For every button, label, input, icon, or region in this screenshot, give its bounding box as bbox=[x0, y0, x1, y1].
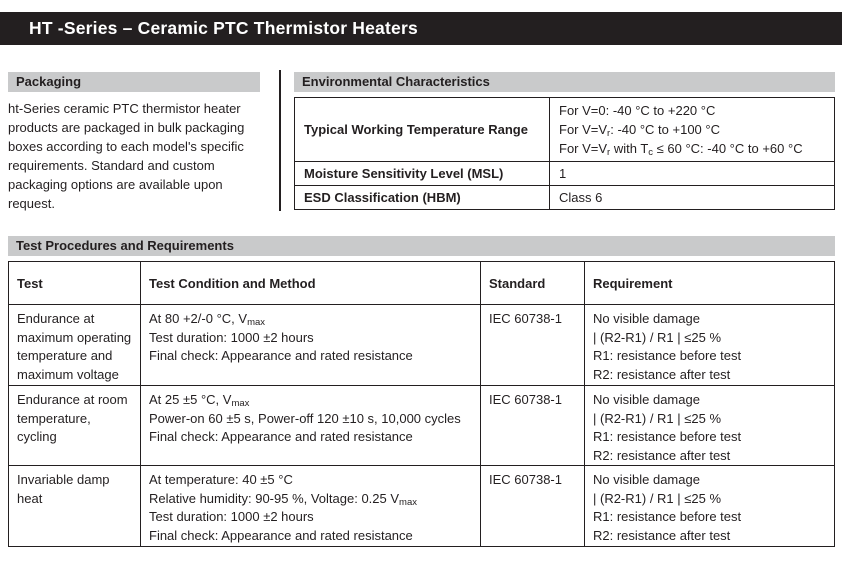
text-line: R1: resistance before test bbox=[593, 509, 742, 524]
text-line: Test duration: 1000 ±2 hours bbox=[149, 509, 314, 524]
test-standard-cell bbox=[481, 386, 585, 466]
test-table-column-header: Test bbox=[9, 262, 141, 305]
text-line: IEC 60738-1 bbox=[489, 311, 562, 326]
text-line: Endurance at maximum operating temperature and maximum voltage bbox=[17, 311, 132, 382]
test-table-header-row bbox=[9, 262, 835, 305]
text-line: Final check: Appearance and rated resistance bbox=[149, 348, 413, 363]
text-line: Class 6 bbox=[559, 190, 603, 205]
env-row bbox=[295, 162, 835, 186]
text-line: 1 bbox=[559, 166, 567, 181]
env-row-value bbox=[550, 186, 835, 210]
column-gap bbox=[260, 72, 279, 213]
text-line: For V=0: -40 °C to +220 °C bbox=[559, 103, 716, 118]
text-line: R2: resistance after test bbox=[593, 447, 731, 463]
text-line: R1: resistance before test bbox=[593, 348, 742, 363]
text-line: | (R2-R1) / R1 | ≤25 % bbox=[593, 410, 722, 426]
test-condition-cell bbox=[141, 386, 481, 466]
text-line: Test duration: 1000 ±2 hours bbox=[149, 329, 314, 345]
text-line: Invariable damp heat bbox=[17, 472, 110, 506]
text-line: Final check: Appearance and rated resistance bbox=[149, 429, 413, 444]
env-row-label: Typical Working Temperature Range bbox=[295, 98, 550, 162]
text-line: At 80 +2/-0 °C, $V_{max}$ bbox=[149, 311, 266, 328]
text-line: At temperature: 40 ±5 °C bbox=[149, 472, 293, 487]
test-standard-cell bbox=[481, 305, 585, 386]
env-row-value bbox=[550, 162, 835, 186]
column-gap bbox=[281, 72, 294, 213]
env-row bbox=[295, 186, 835, 210]
page-title-bar bbox=[0, 12, 842, 45]
text-line: R2: resistance after test bbox=[593, 527, 731, 543]
text-line: Endurance at room temperature, cycling bbox=[17, 392, 128, 444]
upper-two-column-area bbox=[8, 72, 835, 213]
test-name-cell bbox=[9, 305, 141, 386]
text-line: IEC 60738-1 bbox=[489, 392, 562, 407]
env-row-label: ESD Classification (HBM) bbox=[295, 186, 550, 210]
text-line: | (R2-R1) / R1 | ≤25 % bbox=[593, 490, 722, 506]
env-row-label: Moisture Sensitivity Level (MSL) bbox=[295, 162, 550, 186]
test-standard-cell bbox=[481, 466, 585, 547]
page-content bbox=[8, 72, 835, 547]
text-line: R1: resistance before test bbox=[593, 429, 742, 444]
environmental-heading: Environmental Characteristics bbox=[294, 72, 835, 92]
text-line: At 25 ±5 °C, $V_{max}$ bbox=[149, 392, 250, 409]
test-row bbox=[9, 466, 835, 547]
test-row bbox=[9, 386, 835, 466]
text-line: | (R2-R1) / R1 | ≤25 % bbox=[593, 329, 722, 345]
text-line: No visible damage bbox=[593, 311, 700, 326]
text-line: IEC 60738-1 bbox=[489, 472, 562, 487]
test-row bbox=[9, 305, 835, 386]
text-line: For $V=V_r$ with $T_c \le 60$ °C: -40 °C to +60 °C bbox=[559, 141, 803, 158]
environmental-section bbox=[294, 72, 835, 213]
test-table-column-header: Requirement bbox=[585, 262, 835, 305]
page-title: HT -Series – Ceramic PTC Thermistor Heaters bbox=[29, 18, 418, 38]
text-line: No visible damage bbox=[593, 472, 700, 487]
test-requirement-cell bbox=[585, 305, 835, 386]
packaging-section bbox=[8, 72, 260, 213]
text-line: For $V=V_r$: -40 °C to +100 °C bbox=[559, 122, 720, 139]
test-procedures-heading: Test Procedures and Requirements bbox=[8, 236, 835, 256]
test-table-column-header: Standard bbox=[481, 262, 585, 305]
text-line: Relative humidity: 90-95 %, Voltage: 0.25 $V_{max}$ bbox=[149, 490, 417, 508]
text-line: Power-on 60 ±5 s, Power-off 120 ±10 s, 10,000 cycles bbox=[149, 410, 461, 426]
environmental-table bbox=[294, 97, 835, 210]
packaging-heading: Packaging bbox=[8, 72, 260, 92]
test-requirement-cell bbox=[585, 466, 835, 547]
test-name-cell bbox=[9, 386, 141, 466]
test-condition-cell bbox=[141, 305, 481, 386]
text-line: R2: resistance after test bbox=[593, 366, 731, 382]
test-condition-cell bbox=[141, 466, 481, 547]
env-row-value bbox=[550, 98, 835, 162]
env-row bbox=[295, 98, 835, 162]
test-table-column-header: Test Condition and Method bbox=[141, 262, 481, 305]
test-procedures-section bbox=[8, 236, 835, 547]
test-name-cell bbox=[9, 466, 141, 547]
test-requirement-cell bbox=[585, 386, 835, 466]
text-line: Final check: Appearance and rated resistance bbox=[149, 527, 413, 543]
packaging-body-text: ht-Series ceramic PTC thermistor heater products are packaged in bulk packaging boxes according to each model's specific requirements. Standard and custom packaging options are available upon request. bbox=[8, 101, 245, 211]
test-procedures-table bbox=[8, 261, 835, 547]
text-line: No visible damage bbox=[593, 392, 700, 407]
